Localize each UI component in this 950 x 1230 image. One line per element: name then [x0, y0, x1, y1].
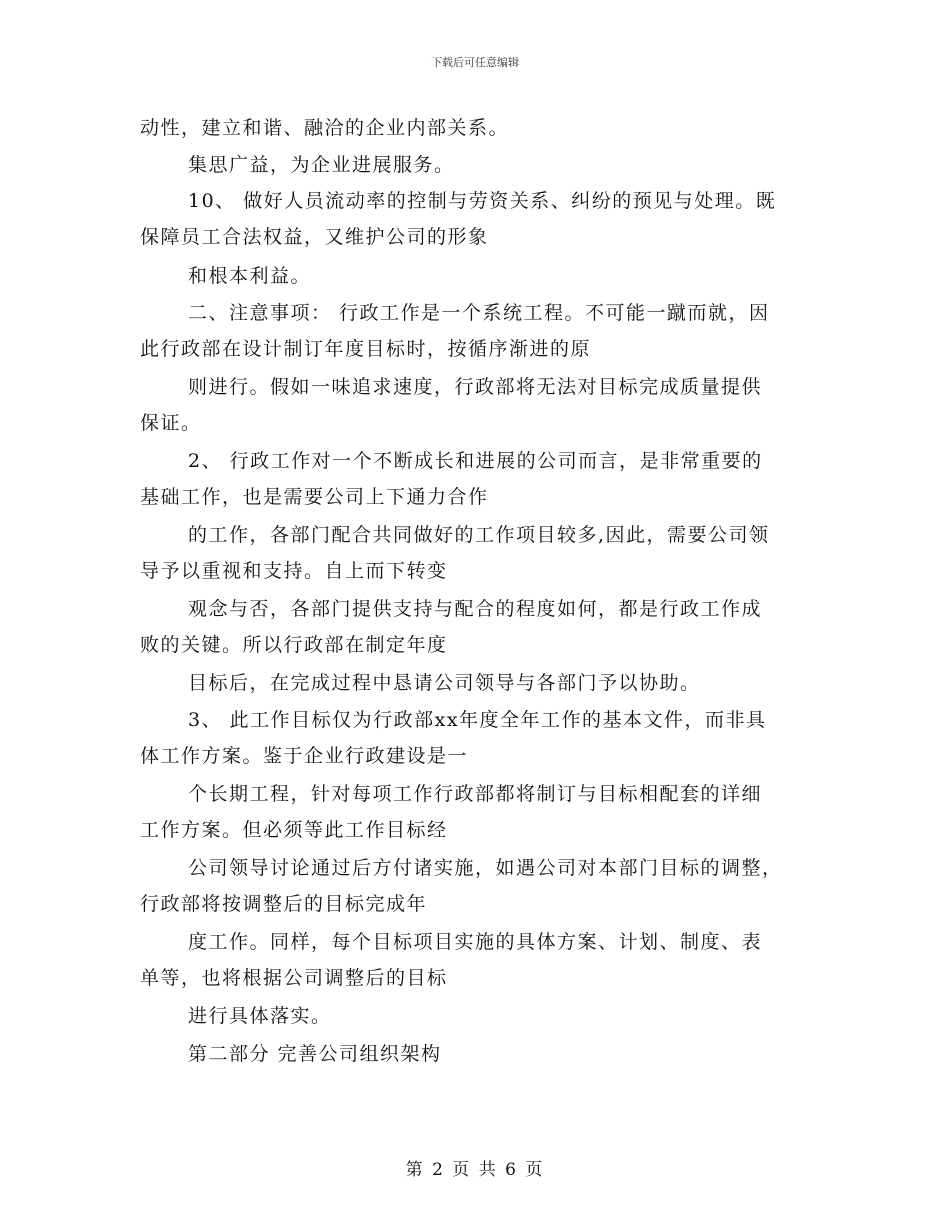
text-line: 二、注意事项： 行政工作是一个系统工程。不可能一蹴而就，因: [188, 302, 770, 324]
text-line: 公司领导讨论通过后方付诸实施，如遇公司对本部门目标的调整，: [188, 857, 783, 879]
text-line: 保证。: [140, 412, 202, 434]
text-line: 动性，建立和谐、融洽的企业内部关系。: [140, 117, 510, 139]
text-line: 个长期工程，针对每项工作行政部都将制订与目标相配套的详细: [188, 783, 763, 805]
text-line: 的工作，各部门配合共同做好的工作项目较多,因此，需要公司领: [188, 524, 770, 546]
text-line: 行政部将按调整后的目标完成年: [140, 893, 428, 915]
text-line: 则进行。假如一味追求速度，行政部将无法对目标完成质量提供: [188, 376, 763, 398]
text-line: 单等，也将根据公司调整后的目标: [140, 967, 448, 989]
section-heading: 第二部分 完善公司组织架构: [188, 1043, 442, 1065]
text-line: 和根本利益。: [188, 265, 312, 287]
text-line: 10、 做好人员流动率的控制与劳资关系、纠纷的预见与处理。既: [188, 190, 777, 212]
text-line: 工作方案。但必须等此工作目标经: [140, 819, 448, 841]
text-line: 保障员工合法权益，又维护公司的形象: [140, 226, 489, 248]
text-line: 目标后，在完成过程中恳请公司领导与各部门予以协助。: [188, 672, 701, 694]
text-line: 进行具体落实。: [188, 1005, 332, 1027]
page-number: 第 2 页 共 6 页: [405, 1160, 545, 1180]
text-line: 集思广益，为企业进展服务。: [188, 154, 455, 176]
text-line: 体工作方案。鉴于企业行政建设是一: [140, 745, 469, 767]
text-line: 度工作。同样，每个目标项目实施的具体方案、计划、制度、表: [188, 931, 763, 953]
page-header: 下载后可任意编辑: [431, 56, 519, 69]
text-line: 导予以重视和支持。自上而下转变: [140, 560, 448, 582]
text-line: 基础工作，也是需要公司上下通力合作: [140, 486, 489, 508]
text-line: 败的关键。所以行政部在制定年度: [140, 634, 448, 656]
text-line: 观念与否，各部门提供支持与配合的程度如何，都是行政工作成: [188, 598, 763, 620]
text-line: 2、 行政工作对一个不断成长和进展的公司而言，是非常重要的: [188, 450, 763, 472]
text-line: 3、 此工作目标仅为行政部xx年度全年工作的基本文件，而非具: [188, 709, 767, 731]
text-line: 此行政部在设计制订年度目标时，按循序渐进的原: [140, 338, 592, 360]
